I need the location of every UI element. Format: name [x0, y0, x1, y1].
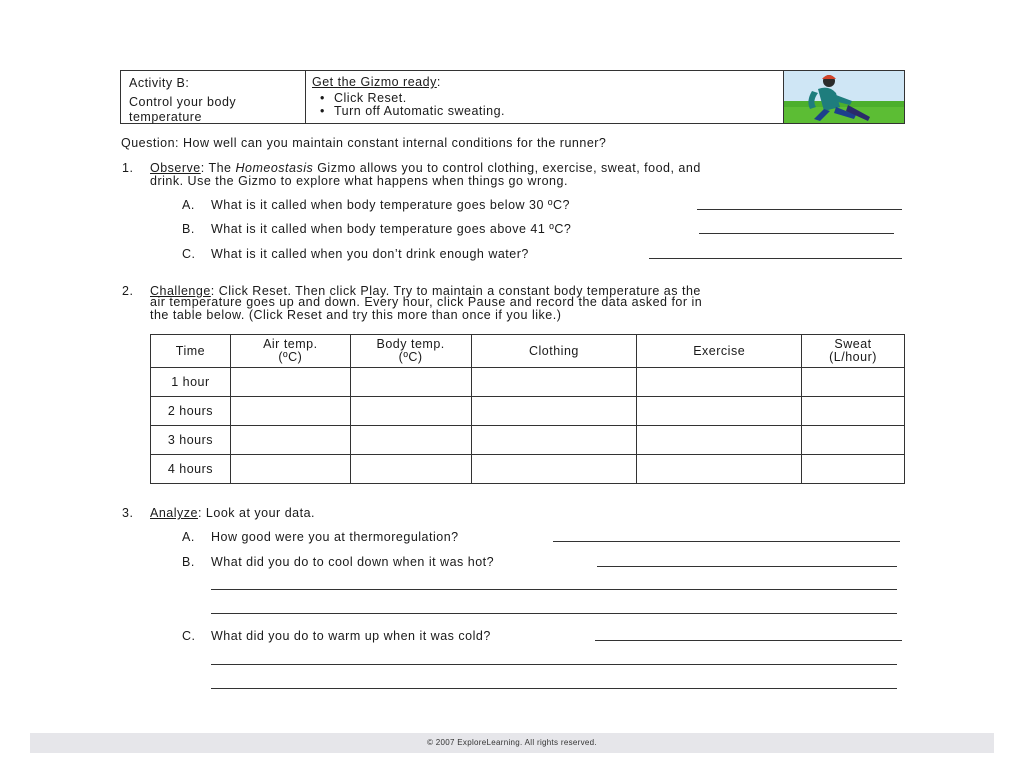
table-row	[151, 397, 905, 426]
q3a-letter: A.	[182, 530, 195, 544]
table-cell[interactable]	[802, 426, 905, 455]
q3c-answer-line[interactable]	[211, 688, 897, 689]
q2-line2: air temperature goes up and down. Every hour, click Pause and record the data asked for in	[150, 295, 703, 309]
ready-step: • Click Reset.	[334, 92, 778, 105]
copyright-footer: © 2007 ExploreLearning. All rights reserved.	[30, 733, 994, 753]
table-cell[interactable]	[637, 368, 802, 397]
q1b-answer-line[interactable]	[699, 233, 894, 234]
q1b-text: What is it called when body temperature goes above 41 ºC?	[211, 222, 572, 236]
activity-desc-line1: Control your body	[129, 95, 237, 109]
table-cell[interactable]	[802, 455, 905, 484]
table-cell[interactable]	[230, 397, 350, 426]
table-row	[151, 455, 905, 484]
table-cell[interactable]	[350, 397, 471, 426]
row-time-label: 4 hours	[151, 455, 231, 484]
ready-steps	[312, 92, 778, 118]
activity-desc-line2: temperature	[129, 110, 202, 124]
q1c-answer-line[interactable]	[649, 258, 902, 259]
q1a-letter: A.	[182, 198, 195, 212]
q1-line1-pre: : The	[200, 161, 236, 175]
q3b-answer-line[interactable]	[597, 566, 897, 567]
q2-line1-post: : Click Reset. Then click Play. Try to maintain a constant body temperature as the	[210, 284, 701, 298]
table-cell[interactable]	[802, 397, 905, 426]
col-header-clothing: Clothing	[471, 335, 637, 368]
homeostasis-term: Homeostasis	[235, 161, 314, 175]
q1b-letter: B.	[182, 222, 195, 236]
activity-cell	[121, 71, 306, 123]
observe-label: Observe	[150, 161, 201, 175]
gizmo-ready-cell	[306, 71, 784, 123]
col-header-time: Time	[151, 335, 231, 368]
activity-title: Activity B:	[129, 76, 190, 90]
data-table	[150, 334, 905, 484]
table-row	[151, 426, 905, 455]
activity-header	[120, 70, 905, 124]
col-header-sweat: Sweat (L/hour)	[802, 335, 905, 368]
q3c-answer-line[interactable]	[211, 664, 897, 665]
table-cell[interactable]	[230, 426, 350, 455]
col-header-exercise: Exercise	[637, 335, 802, 368]
table-row	[151, 368, 905, 397]
table-cell[interactable]	[637, 455, 802, 484]
q2-line3: the table below. (Click Reset and try this more than once if you like.)	[150, 308, 562, 322]
table-cell[interactable]	[637, 397, 802, 426]
q3c-text: What did you do to warm up when it was cold?	[211, 629, 491, 643]
q1c-text: What is it called when you don’t drink enough water?	[211, 247, 529, 261]
table-cell[interactable]	[471, 455, 637, 484]
table-cell[interactable]	[230, 455, 350, 484]
row-time-label: 1 hour	[151, 368, 231, 397]
q1-line2: drink. Use the Gizmo to explore what happens when things go wrong.	[150, 174, 568, 188]
get-ready-heading: Get the Gizmo ready	[312, 75, 437, 89]
table-cell[interactable]	[350, 455, 471, 484]
analyze-label: Analyze	[150, 506, 198, 520]
q3-post: : Look at your data.	[197, 506, 315, 520]
ready-step: • Turn off Automatic sweating.	[334, 105, 778, 118]
col-header-air-temp: Air temp. (ºC)	[230, 335, 350, 368]
main-question: Question: How well can you maintain constant internal conditions for the runner?	[121, 136, 607, 150]
q3a-text: How good were you at thermoregulation?	[211, 530, 459, 544]
q2-number: 2.	[122, 284, 134, 298]
runner-illustration-icon	[783, 71, 904, 123]
table-header-row	[151, 335, 905, 368]
row-time-label: 3 hours	[151, 426, 231, 455]
q3-line	[150, 507, 315, 520]
q3a-answer-line[interactable]	[553, 541, 900, 542]
row-time-label: 2 hours	[151, 397, 231, 426]
q3-number: 3.	[122, 506, 134, 520]
q3c-answer-line[interactable]	[595, 640, 902, 641]
q3b-answer-line[interactable]	[211, 613, 897, 614]
table-cell[interactable]	[471, 368, 637, 397]
q3b-letter: B.	[182, 555, 195, 569]
q3c-letter: C.	[182, 629, 196, 643]
get-ready-colon: :	[436, 75, 441, 89]
table-cell[interactable]	[802, 368, 905, 397]
q3b-answer-line[interactable]	[211, 589, 897, 590]
q1a-text: What is it called when body temperature goes below 30 ºC?	[211, 198, 570, 212]
table-cell[interactable]	[350, 368, 471, 397]
q1-number: 1.	[122, 161, 134, 175]
table-cell[interactable]	[350, 426, 471, 455]
table-cell[interactable]	[230, 368, 350, 397]
table-cell[interactable]	[471, 426, 637, 455]
table-cell[interactable]	[637, 426, 802, 455]
challenge-label: Challenge	[150, 284, 211, 298]
q1c-letter: C.	[182, 247, 196, 261]
q3b-text: What did you do to cool down when it was hot?	[211, 555, 495, 569]
table-cell[interactable]	[471, 397, 637, 426]
q1-line1-post: Gizmo allows you to control clothing, exercise, sweat, food, and	[313, 161, 701, 175]
q1a-answer-line[interactable]	[697, 209, 902, 210]
col-header-body-temp: Body temp. (ºC)	[350, 335, 471, 368]
